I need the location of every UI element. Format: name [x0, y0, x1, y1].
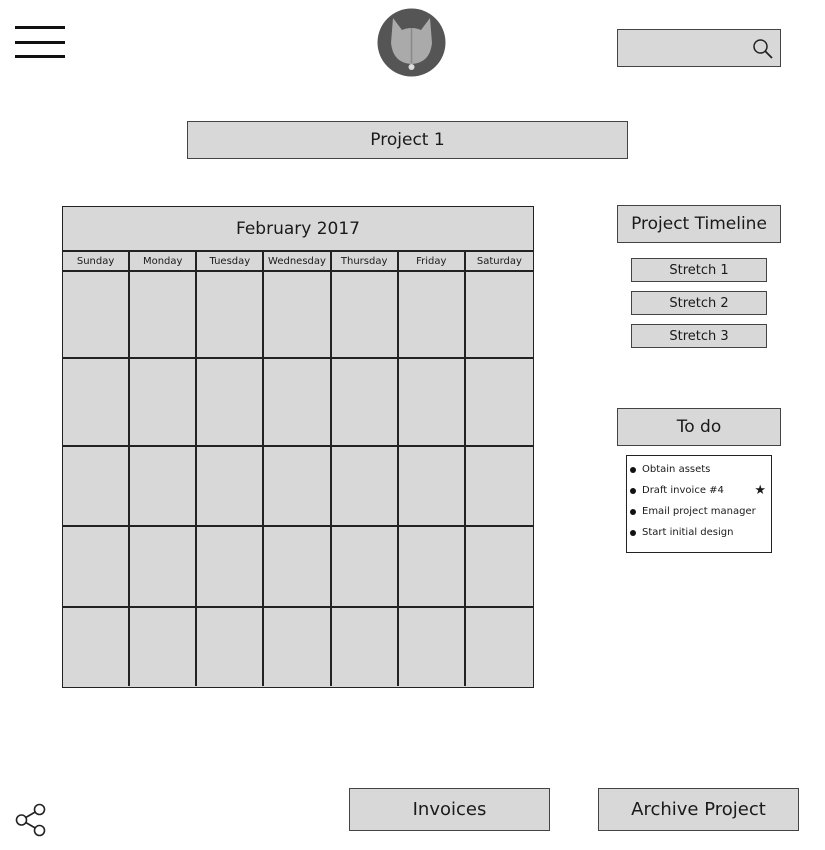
- todo-item[interactable]: [630, 459, 771, 480]
- weekday-label: Sunday: [63, 252, 130, 270]
- search-box[interactable]: [617, 29, 781, 67]
- calendar-day-cell[interactable]: [399, 527, 466, 608]
- bullet-icon: [630, 467, 636, 473]
- calendar-day-cell[interactable]: [399, 608, 466, 686]
- calendar-day-cell[interactable]: [130, 447, 197, 527]
- calendar-weekday-row: [63, 252, 533, 272]
- bullet-icon: [630, 509, 636, 515]
- calendar-day-cell[interactable]: [130, 527, 197, 608]
- calendar-day-cell[interactable]: [197, 447, 264, 527]
- calendar-day-cell[interactable]: [197, 272, 264, 359]
- calendar-day-cell[interactable]: [399, 447, 466, 527]
- calendar-day-cell[interactable]: [332, 272, 399, 359]
- calendar-day-cell[interactable]: [197, 527, 264, 608]
- calendar-month-label: February 2017: [63, 207, 533, 252]
- calendar-day-cell[interactable]: [63, 359, 130, 447]
- calendar-day-cell[interactable]: [264, 447, 331, 527]
- stretch-1-button[interactable]: Stretch 1: [631, 258, 767, 282]
- stretch-3-button[interactable]: Stretch 3: [631, 324, 767, 348]
- weekday-label: Monday: [130, 252, 197, 270]
- invoices-button[interactable]: Invoices: [349, 788, 550, 831]
- weekday-label: Tuesday: [197, 252, 264, 270]
- star-icon[interactable]: ★: [754, 483, 766, 498]
- hamburger-menu-icon[interactable]: [15, 26, 65, 58]
- calendar-day-cell[interactable]: [130, 608, 197, 686]
- calendar-day-cell[interactable]: [466, 527, 533, 608]
- calendar: [62, 206, 534, 688]
- calendar-day-cell[interactable]: [197, 608, 264, 686]
- todo-item[interactable]: [630, 480, 771, 501]
- calendar-day-cell[interactable]: [130, 359, 197, 447]
- calendar-grid: [63, 272, 533, 686]
- cat-logo[interactable]: [377, 8, 446, 77]
- archive-project-button[interactable]: Archive Project: [598, 788, 799, 831]
- todo-item-label: Draft invoice #4: [642, 485, 724, 496]
- calendar-day-cell[interactable]: [466, 272, 533, 359]
- calendar-day-cell[interactable]: [130, 272, 197, 359]
- calendar-day-cell[interactable]: [466, 359, 533, 447]
- calendar-day-cell[interactable]: [332, 608, 399, 686]
- calendar-day-cell[interactable]: [264, 359, 331, 447]
- todo-item[interactable]: [630, 501, 771, 522]
- search-input[interactable]: [624, 32, 753, 64]
- calendar-day-cell[interactable]: [197, 359, 264, 447]
- project-timeline-heading: Project Timeline: [617, 205, 781, 243]
- calendar-day-cell[interactable]: [466, 608, 533, 686]
- calendar-day-cell[interactable]: [264, 272, 331, 359]
- todo-item[interactable]: [630, 522, 771, 543]
- bullet-icon: [630, 488, 636, 494]
- calendar-day-cell[interactable]: [63, 527, 130, 608]
- calendar-day-cell[interactable]: [264, 608, 331, 686]
- stretch-2-button[interactable]: Stretch 2: [631, 291, 767, 315]
- weekday-label: Thursday: [332, 252, 399, 270]
- calendar-day-cell[interactable]: [63, 608, 130, 686]
- share-icon[interactable]: [15, 803, 47, 837]
- calendar-day-cell[interactable]: [264, 527, 331, 608]
- calendar-day-cell[interactable]: [63, 447, 130, 527]
- bullet-icon: [630, 530, 636, 536]
- weekday-label: Friday: [399, 252, 466, 270]
- weekday-label: Wednesday: [264, 252, 331, 270]
- calendar-day-cell[interactable]: [332, 359, 399, 447]
- project-title: Project 1: [187, 121, 628, 159]
- calendar-day-cell[interactable]: [332, 447, 399, 527]
- calendar-day-cell[interactable]: [332, 527, 399, 608]
- calendar-day-cell[interactable]: [399, 359, 466, 447]
- calendar-day-cell[interactable]: [63, 272, 130, 359]
- todo-item-label: Obtain assets: [642, 464, 711, 475]
- calendar-day-cell[interactable]: [399, 272, 466, 359]
- todo-item-label: Email project manager: [642, 506, 756, 517]
- todo-heading: To do: [617, 408, 781, 446]
- todo-item-label: Start initial design: [642, 527, 734, 538]
- todo-list: [626, 455, 772, 553]
- weekday-label: Saturday: [466, 252, 533, 270]
- search-icon[interactable]: [752, 38, 774, 60]
- calendar-day-cell[interactable]: [466, 447, 533, 527]
